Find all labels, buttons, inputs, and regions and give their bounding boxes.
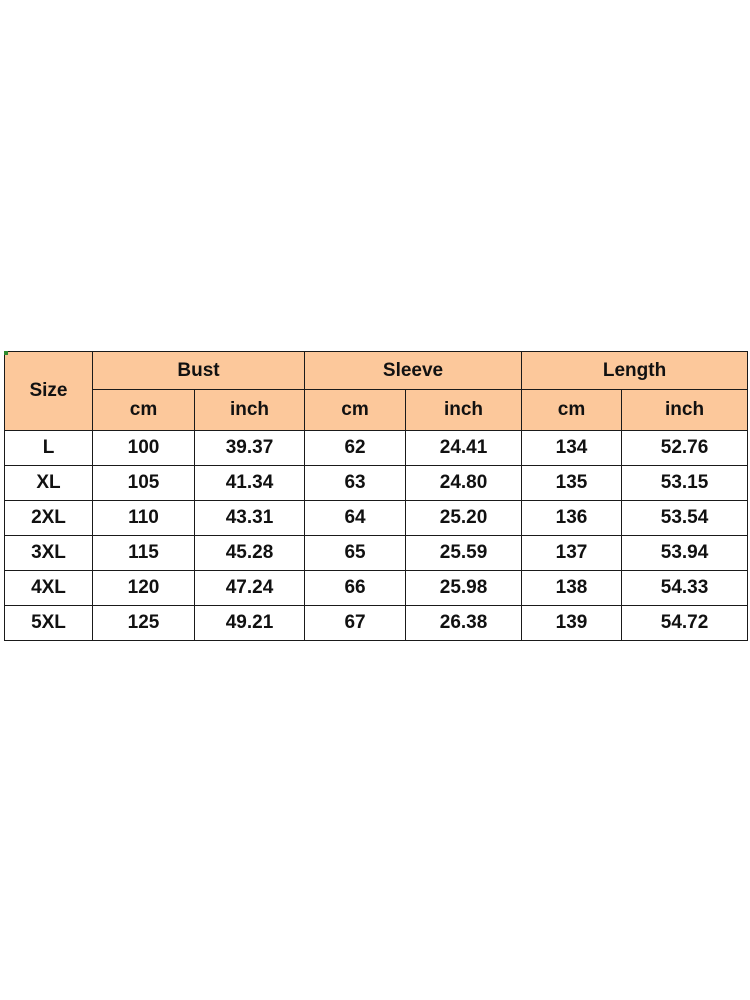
length-inch-cell: 52.76: [622, 431, 748, 466]
length-inch-cell: 53.94: [622, 536, 748, 571]
size-cell: 4XL: [5, 571, 93, 606]
table-row: [5, 466, 748, 501]
size-cell: L: [5, 431, 93, 466]
bust-cm-cell: 115: [93, 536, 195, 571]
table-row: [5, 536, 748, 571]
size-column-header: Size: [5, 352, 93, 431]
length-inch-cell: 54.33: [622, 571, 748, 606]
sleeve-inch-cell: 25.20: [406, 501, 522, 536]
sleeve-cm-cell: 64: [305, 501, 406, 536]
length-inch-cell: 54.72: [622, 606, 748, 641]
table-row: [5, 501, 748, 536]
sleeve-inch-cell: 25.59: [406, 536, 522, 571]
size-cell: 3XL: [5, 536, 93, 571]
bust-inch-cell: 49.21: [195, 606, 305, 641]
length-inch-cell: 53.54: [622, 501, 748, 536]
size-chart-body: [5, 431, 748, 641]
length-cm-cell: 134: [522, 431, 622, 466]
sleeve-cm-header: cm: [305, 390, 406, 431]
cell-selection-marker: [4, 351, 8, 355]
length-cm-header: cm: [522, 390, 622, 431]
size-cell: 5XL: [5, 606, 93, 641]
sleeve-inch-cell: 24.41: [406, 431, 522, 466]
bust-inch-header: inch: [195, 390, 305, 431]
bust-cm-cell: 125: [93, 606, 195, 641]
bust-cm-header: cm: [93, 390, 195, 431]
size-chart-table: [4, 351, 748, 641]
sleeve-inch-cell: 26.38: [406, 606, 522, 641]
length-inch-header: inch: [622, 390, 748, 431]
size-cell: XL: [5, 466, 93, 501]
length-cm-cell: 139: [522, 606, 622, 641]
bust-inch-cell: 47.24: [195, 571, 305, 606]
bust-cm-cell: 105: [93, 466, 195, 501]
bust-cm-cell: 110: [93, 501, 195, 536]
header-group-row: [5, 352, 748, 390]
sleeve-cm-cell: 65: [305, 536, 406, 571]
sleeve-cm-cell: 67: [305, 606, 406, 641]
sleeve-inch-header: inch: [406, 390, 522, 431]
table-row: [5, 606, 748, 641]
bust-inch-cell: 39.37: [195, 431, 305, 466]
sleeve-inch-cell: 25.98: [406, 571, 522, 606]
sleeve-inch-cell: 24.80: [406, 466, 522, 501]
length-cm-cell: 138: [522, 571, 622, 606]
bust-cm-cell: 100: [93, 431, 195, 466]
length-inch-cell: 53.15: [622, 466, 748, 501]
size-cell: 2XL: [5, 501, 93, 536]
bust-cm-cell: 120: [93, 571, 195, 606]
sleeve-cm-cell: 62: [305, 431, 406, 466]
sleeve-group-header: Sleeve: [305, 352, 522, 390]
bust-inch-cell: 41.34: [195, 466, 305, 501]
sleeve-cm-cell: 66: [305, 571, 406, 606]
sleeve-cm-cell: 63: [305, 466, 406, 501]
bust-inch-cell: 45.28: [195, 536, 305, 571]
table-row: [5, 431, 748, 466]
size-chart-header: [5, 352, 748, 431]
length-cm-cell: 137: [522, 536, 622, 571]
header-unit-row: [5, 390, 748, 431]
bust-group-header: Bust: [93, 352, 305, 390]
length-group-header: Length: [522, 352, 748, 390]
length-cm-cell: 136: [522, 501, 622, 536]
length-cm-cell: 135: [522, 466, 622, 501]
bust-inch-cell: 43.31: [195, 501, 305, 536]
table-row: [5, 571, 748, 606]
